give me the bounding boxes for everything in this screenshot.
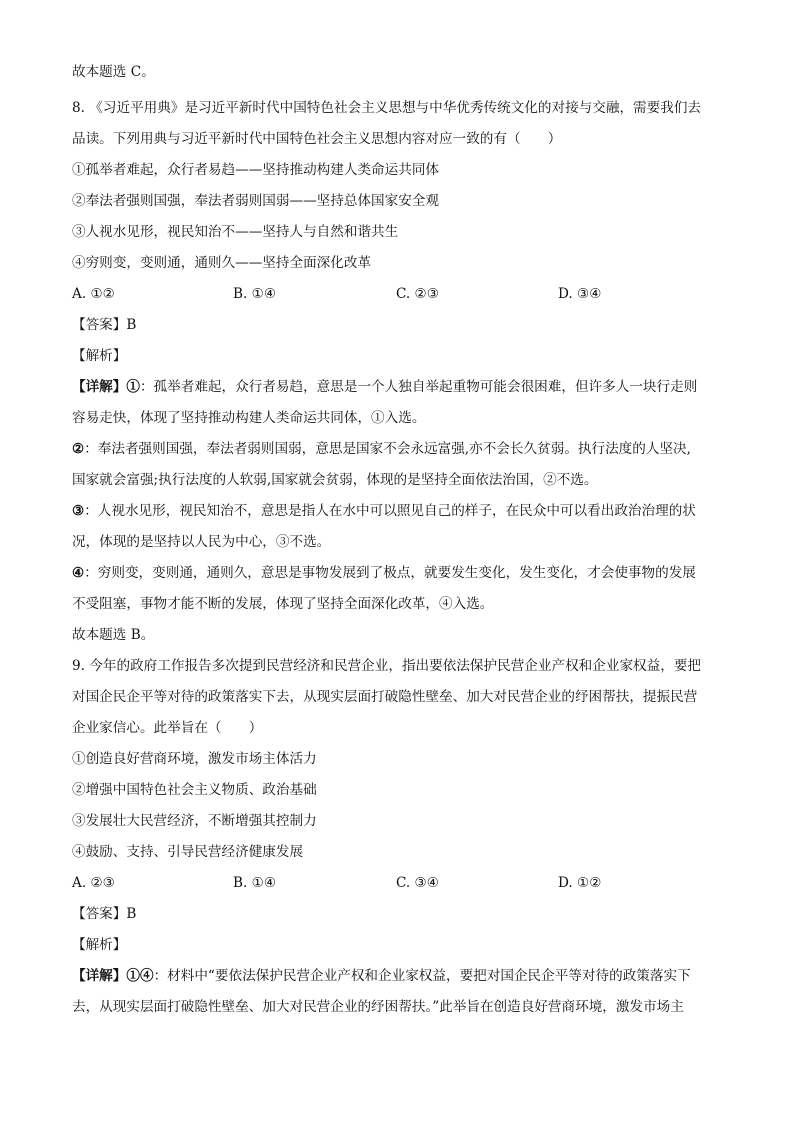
q9-stem-line-2: 对国企民企平等对待的政策落实下去，从现实层面打破隐性壁垒、加大对民营企业的纾困帮扶，提振民营 [72, 689, 698, 705]
q8-analysis-label: 【解析】 [72, 348, 127, 364]
q9-stem-line-1: 9. 今年的政府工作报告多次提到民营经济和民营企业，指出要依法保护民营企业产权和企业家权益，要把 [72, 658, 702, 674]
q9-option-d: D. ①② [558, 875, 602, 891]
q8-stem-line-2: 品读。下列用典与习近平新时代中国特色社会主义思想内容对应一致的有（ ） [72, 131, 562, 147]
q9-detail-tag: 【详解】①④ [72, 968, 154, 984]
q8-detail-p3-line-2: 况，体现的是坚持以人民为中心，③不选。 [72, 534, 331, 550]
q8-option-c: C. ②③ [396, 286, 439, 302]
q8-detail-p4-line-1: ④：穷则变，变则通，通则久，意思是事物发展到了极点，就要发生变化，发生变化，才会使事物的发展 [72, 565, 696, 581]
q8-answer: 【答案】B [72, 317, 137, 333]
q8-option-b: B. ①④ [233, 286, 277, 302]
q8-item-1: ①孤举者难起，众行者易趋——坚持推动构建人类命运共同体 [72, 162, 440, 178]
q8-detail-p2-line-2: 国家就会富强;执行法度的人软弱,国家就会贫弱，体现的是坚持全面依法治国，②不选。 [72, 472, 598, 488]
q8-detail-line-2: 容易走快，体现了坚持推动构建人类命运共同体，①入选。 [72, 410, 426, 426]
q9-detail-line-2: 去，从现实层面打破隐性壁垒、加大对民营企业的纾困帮扶。”此举旨在创造良好营商环境，激发市场主 [72, 999, 684, 1015]
q9-analysis-label: 【解析】 [72, 937, 127, 953]
q8-detail-line-1: 【详解】①：孤举者难起，众行者易趋，意思是一个人独自举起重物可能会很困难，但许多人一块行走则 [72, 379, 698, 395]
q9-item-4: ④鼓励、支持、引导民营经济健康发展 [72, 844, 304, 860]
q8-detail-tag: 【详解】① [72, 379, 140, 395]
q8-detail-p4-line-2: 不受阻塞，事物才能不断的发展，体现了坚持全面深化改革，④入选。 [72, 596, 494, 612]
q9-item-1: ①创造良好营商环境，激发市场主体活力 [72, 751, 317, 767]
q8-item-3: ③人视水见形，视民知治不——坚持人与自然和谐共生 [72, 224, 399, 240]
q8-conclusion: 故本题选 B。 [72, 627, 155, 643]
q9-option-b: B. ①④ [233, 875, 277, 891]
q8-stem-line-1: 8. 《习近平用典》是习近平新时代中国特色社会主义思想与中华优秀传统文化的对接与交融，需要我们去 [72, 100, 702, 116]
q8-item-4: ④穷则变，变则通，通则久——坚持全面深化改革 [72, 255, 372, 271]
q8-option-d: D. ③④ [558, 286, 602, 302]
q8-item-2: ②奉法者强则国强，奉法者弱则国弱——坚持总体国家安全观 [72, 193, 440, 209]
q9-item-3: ③发展壮大民营经济，不断增强其控制力 [72, 813, 317, 829]
q9-item-2: ②增强中国特色社会主义物质、政治基础 [72, 782, 317, 798]
q9-stem-line-3: 企业家信心。此举旨在（ ） [72, 720, 263, 736]
prev-conclusion: 故本题选 C。 [72, 64, 155, 80]
q8-detail-p2-line-1: ②：奉法者强则国强，奉法者弱则国弱，意思是国家不会永远富强,亦不会长久贫弱。执行法度的人坚决, [72, 441, 691, 457]
q8-detail-p3-line-1: ③：人视水见形，视民知治不，意思是指人在水中可以照见自己的样子，在民众中可以看出政治治理的状 [72, 503, 696, 519]
q9-option-a: A. ②③ [72, 875, 115, 891]
q9-answer: 【答案】B [72, 906, 137, 922]
q9-detail-line-1: 【详解】①④：材料中“要依法保护民营企业产权和企业家权益，要把对国企民企平等对待的政策落实下 [72, 968, 691, 984]
q9-option-c: C. ③④ [396, 875, 439, 891]
q8-option-a: A. ①② [72, 286, 115, 302]
